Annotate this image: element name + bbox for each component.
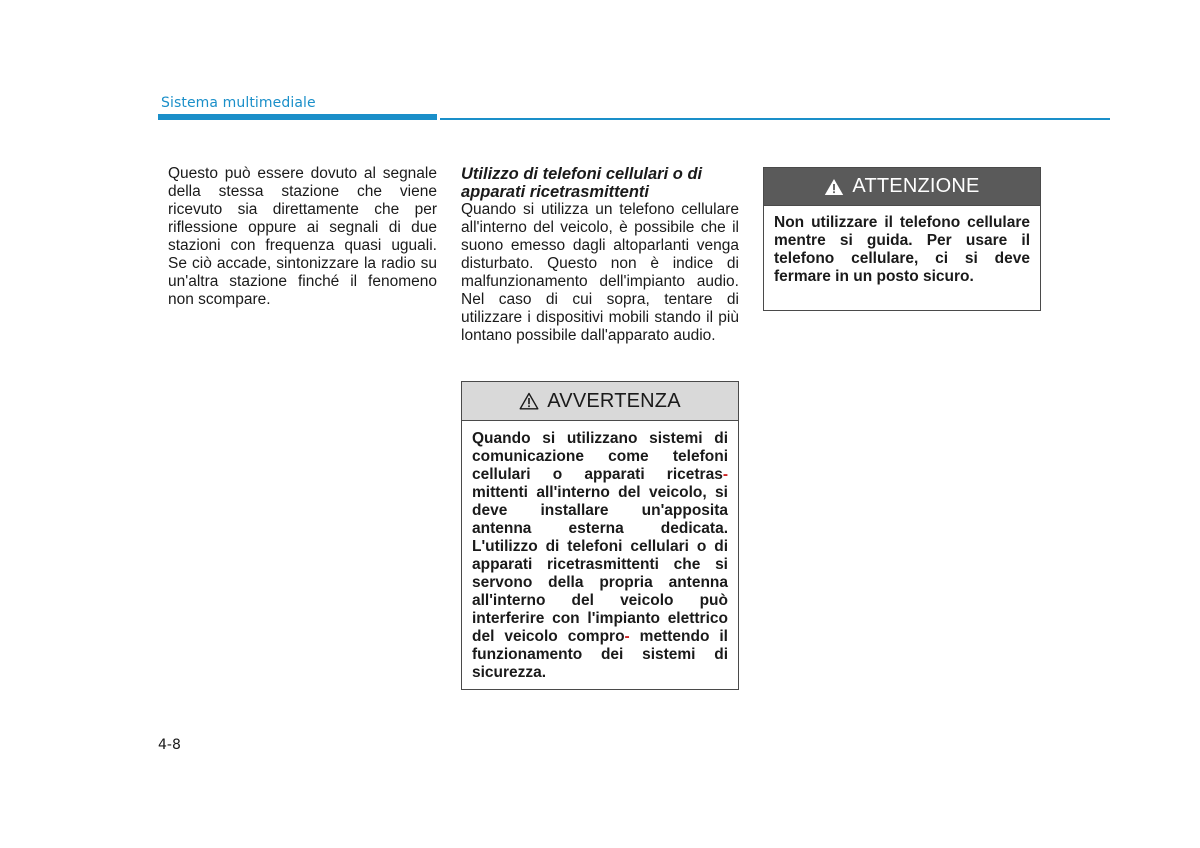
column-1-paragraph: Questo può essere dovuto al segnale della stessa stazione che viene ricevuto sia direttamente che per riflessione oppure ai segnali di due stazioni con frequenza quasi uguali. Se ciò accade, sintonizzare la radio su un'altra stazione finché il fenomeno non scompare. — [168, 165, 437, 308]
warning-hyphen-2: - — [624, 628, 630, 645]
page-number: 4-8 — [158, 737, 181, 753]
caution-box — [763, 167, 1041, 311]
warning-box-title: AVVERTENZA — [547, 389, 681, 412]
header-rule-thin — [440, 118, 1110, 120]
warning-hyphen-1: - — [722, 466, 728, 483]
section-title: Sistema multimediale — [161, 95, 316, 111]
caution-box-header — [764, 168, 1040, 206]
caution-box-body: Non utilizzare il telefono cellulare mentre si guida. Per usare il telefono cellulare, ci si deve fermare in un posto sicuro. — [774, 214, 1030, 285]
column-1 — [168, 165, 437, 309]
caution-box-title: ATTENZIONE — [852, 175, 980, 197]
warning-body-part-3: mettendo il funzionamento dei sistemi di sicurezza. — [472, 628, 728, 681]
column-2-paragraph: Quando si utilizza un telefono cellulare all'interno del veicolo, è possibile che il suono emesso dagli altoparlanti venga disturbato. Questo non è indice di malfunzionamento dell'impianto audio. Nel caso di cui sopra, tentare di utilizzare i dispositivi mobili stando il più lontano possibile dall'apparato audio. — [461, 201, 739, 344]
warning-filled-icon — [824, 178, 844, 196]
warning-body-part-1: Quando si utilizzano sistemi di comunicazione come telefoni cellulari o apparati ricetras — [472, 430, 728, 483]
warning-box — [461, 381, 739, 690]
warning-box-header — [462, 382, 738, 421]
warning-box-body — [462, 421, 738, 682]
column-2-heading: Utilizzo di telefoni cellulari o di apparati ricetrasmittenti — [461, 165, 703, 201]
warning-outline-icon — [519, 392, 539, 410]
warning-body-part-2: mittenti all'interno del veicolo, si deve installare un'apposita antenna esterna dedicata. L'utilizzo di telefoni cellulari o di apparati ricetrasmittenti che si servono della propria antenna all'interno del veicolo può interferire con l'impianto elettrico del veicolo compro — [472, 484, 728, 645]
header-rule-thick — [158, 114, 437, 120]
column-2 — [461, 165, 739, 345]
